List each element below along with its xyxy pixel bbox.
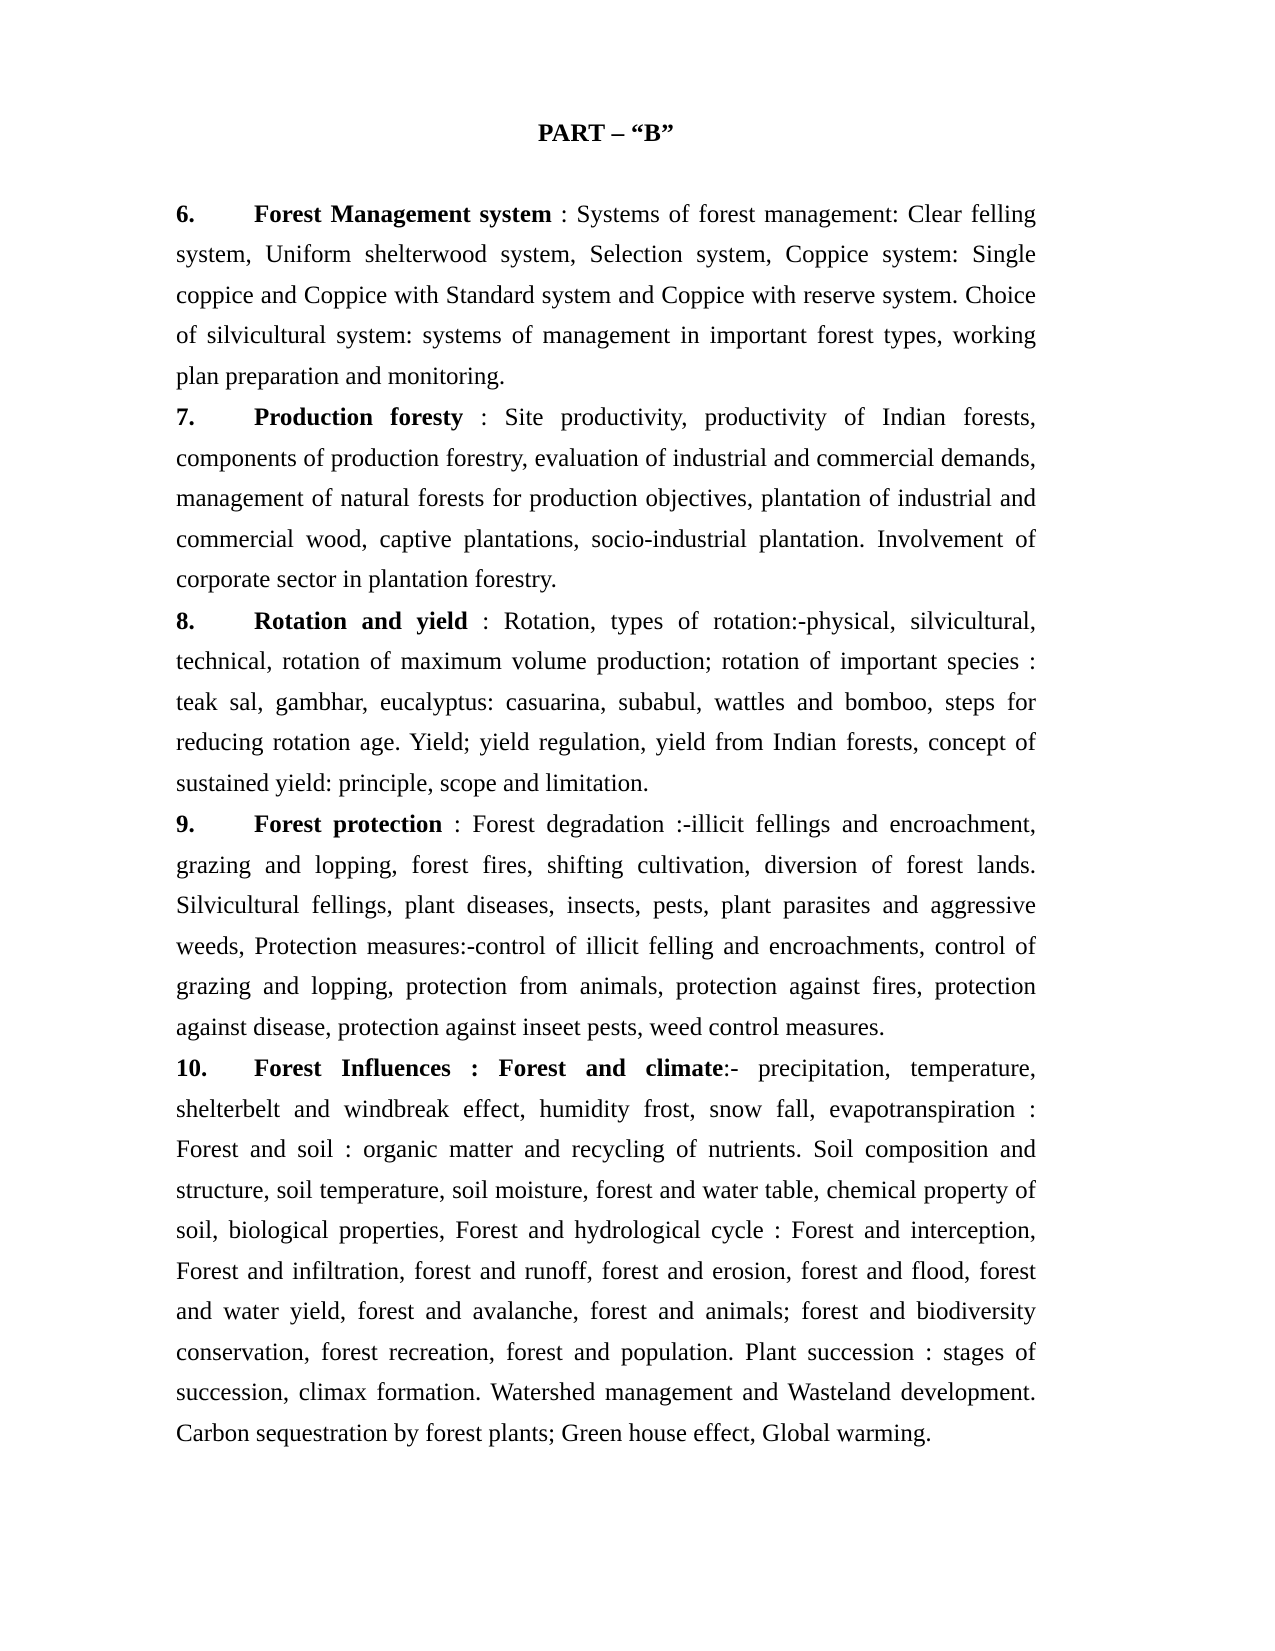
syllabus-item-6 — [176, 195, 1036, 398]
item-heading: Production foresty — [254, 404, 464, 432]
syllabus-item-9 — [176, 805, 1036, 1048]
item-heading: Rotation and yield — [254, 607, 468, 635]
item-body: :- precipitation, temperature, shelterbelt and windbreak effect, humidity frost, snow fall, evapotranspiration : Forest and soil : organic matter and recycling of nutrients. Soil composition and structure, soil temperature, soil moisture, forest and water table, chemical property of soil, biological properties, Forest and hydrological cycle : Forest and interception, Forest and infiltration, forest and runoff, forest and erosion, forest and flood, forest and water yield, forest and avalanche, forest and animals; forest and biodiversity conservation, forest recreation, forest and population. Plant succession : stages of succession, climax formation. Watershed management and Wasteland development. Carbon sequestration by forest plants; Green house effect, Global warming. — [176, 1055, 1036, 1447]
syllabus-item-10 — [176, 1049, 1036, 1454]
item-body: : Systems of forest management: Clear felling system, Uniform shelterwood system, Selection system, Coppice system: Single coppice and Coppice with Standard system and Coppice with reserve system. Choice of silvicultural system: systems of management in important forest types, working plan preparation and monitoring. — [176, 200, 1036, 390]
syllabus-item-7 — [176, 398, 1036, 601]
syllabus-item-8 — [176, 602, 1036, 805]
item-heading: Forest Management system — [254, 200, 552, 228]
item-body: : Forest degradation :-illicit fellings and encroachment, grazing and lopping, forest fires, shifting cultivation, diversion of forest lands. Silvicultural fellings, plant diseases, insects, pests, plant parasites and aggressive weeds, Protection measures:-control of illicit felling and encroachments, control of grazing and lopping, protection from animals, protection against fires, protection against disease, protection against inseet pests, weed control measures. — [176, 811, 1036, 1041]
item-number: 9. — [176, 811, 195, 839]
item-number: 6. — [176, 200, 195, 228]
item-number: 7. — [176, 404, 195, 432]
item-heading: Forest protection — [254, 811, 443, 839]
page-title: PART – “B” — [537, 118, 675, 147]
item-body: : Rotation, types of rotation:-physical, silvicultural, technical, rotation of maximum volume production; rotation of important species : teak sal, gambhar, eucalyptus: casuarina, subabul, wattles and bomboo, steps for reducing rotation age. Yield; yield regulation, yield from Indian forests, concept of sustained yield: principle, scope and limitation. — [176, 607, 1036, 797]
document-content — [176, 118, 1036, 1455]
item-number: 8. — [176, 607, 195, 635]
item-number: 10. — [176, 1055, 208, 1083]
item-body: : Site productivity, productivity of Indian forests, components of production forestry, evaluation of industrial and commercial demands, management of natural forests for production objectives, plantation of industrial and commercial wood, captive plantations, socio-industrial plantation. Involvement of corporate sector in plantation forestry. — [176, 404, 1036, 594]
item-heading: Forest Influences : Forest and climate — [254, 1055, 724, 1083]
